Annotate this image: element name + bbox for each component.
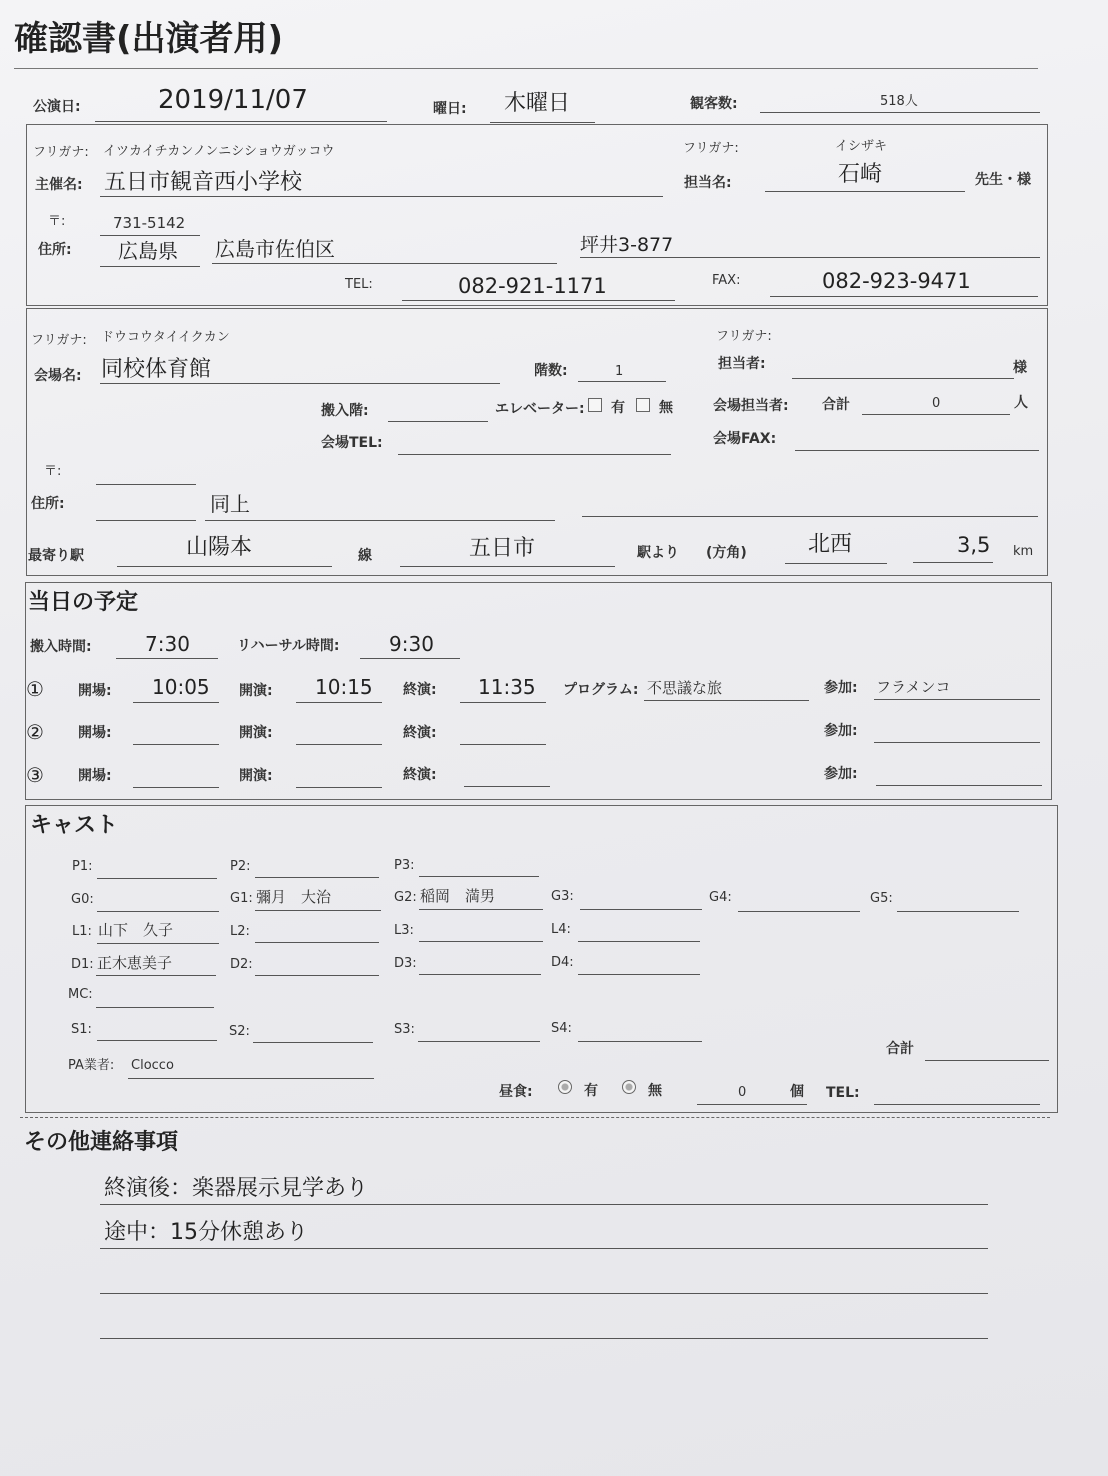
lunch-tel-label: TEL: <box>826 1085 860 1101</box>
weekday-value: 木曜日 <box>504 91 571 116</box>
schedule-row-2-end-underline <box>460 744 546 745</box>
lunch-yes-radio[interactable] <box>558 1080 572 1094</box>
page-title: 確認書(出演者用) <box>14 19 284 59</box>
cast-d4-underline <box>578 974 700 975</box>
lunch-unit: 個 <box>790 1084 804 1100</box>
venue-section <box>26 308 1048 576</box>
fax-underline <box>770 296 1038 297</box>
elevator-yes-label: 有 <box>611 400 625 416</box>
schedule-row-3-open-label: 開場: <box>78 768 112 784</box>
cast-g2-underline <box>419 909 543 910</box>
pa-label: PA業者: <box>68 1058 115 1073</box>
venue-contact-label: 担当者: <box>718 356 766 372</box>
cast-l3-label: L3: <box>394 923 414 938</box>
direction-label: (方角) <box>706 545 747 561</box>
date-label: 公演日: <box>33 99 81 115</box>
elevator-no-label: 無 <box>659 400 673 416</box>
cast-l2-label: L2: <box>230 924 250 939</box>
organizer-street: 坪井3-877 <box>580 234 674 256</box>
organizer-furigana-value: イツカイチカンノンニシショウガッコウ <box>103 144 335 159</box>
audience-underline <box>760 112 1040 113</box>
schedule-row-1-end-label: 終演: <box>403 682 437 698</box>
schedule-row-2-open-underline <box>133 744 219 745</box>
organizer-zip-value: 731-5142 <box>113 214 186 232</box>
cast-d3-underline <box>419 974 541 975</box>
venue-address-underline-3 <box>582 516 1038 517</box>
station-underline <box>400 566 615 567</box>
notes-line-3-underline <box>100 1293 988 1294</box>
schedule-row-1-join: フラメンコ <box>876 678 951 696</box>
cast-l1-value: 山下 久子 <box>98 921 174 939</box>
floors-label: 階数: <box>534 363 568 379</box>
lunch-count-underline <box>697 1104 807 1105</box>
cast-g4-underline <box>738 911 860 912</box>
venue-name-label: 会場名: <box>34 368 82 384</box>
venue-staff-unit: 人 <box>1014 395 1028 411</box>
audience-value: 518人 <box>880 94 918 109</box>
cast-total-underline <box>925 1060 1049 1061</box>
schedule-row-2-num: ② <box>26 720 44 744</box>
street-underline <box>580 257 1040 258</box>
venue-name-underline <box>100 383 500 384</box>
notes-heading: その他連絡事項 <box>24 1130 179 1155</box>
loadin-floor-underline <box>388 421 488 422</box>
venue-address-underline-2 <box>205 520 555 521</box>
elevator-label: エレベーター: <box>495 401 585 417</box>
from-station-label: 駅より <box>637 545 679 561</box>
cast-l2-underline <box>255 942 379 943</box>
lunch-yes-label: 有 <box>584 1083 598 1099</box>
rehearsal-time-underline <box>360 658 460 659</box>
notes-line-1-underline <box>100 1204 988 1205</box>
elevator-no-checkbox[interactable] <box>636 398 650 412</box>
schedule-row-3-end-underline <box>464 786 550 787</box>
contact-furigana-value: イシザキ <box>835 139 888 154</box>
date-value: 2019/11/07 <box>158 85 308 115</box>
venue-fax-underline <box>795 450 1039 451</box>
contact-suffix: 先生・様 <box>975 172 1031 188</box>
cast-s3-underline <box>418 1041 540 1042</box>
date-underline <box>95 121 387 122</box>
cast-total-label: 合計 <box>886 1041 914 1057</box>
cast-d3-label: D3: <box>394 956 417 971</box>
lunch-count: 0 <box>738 1085 747 1100</box>
cast-s2-underline <box>253 1042 373 1043</box>
line-underline <box>117 566 332 567</box>
cast-l4-underline <box>578 941 700 942</box>
venue-staff-label: 会場担当者: <box>713 398 789 414</box>
city-underline <box>212 263 557 264</box>
dashed-separator <box>20 1117 1050 1118</box>
schedule-row-2-start-label: 開演: <box>239 725 273 741</box>
cast-d2-label: D2: <box>230 957 253 972</box>
contact-underline <box>765 191 965 192</box>
schedule-row-3-open-underline <box>133 787 219 788</box>
cast-g1-label: G1: <box>230 891 253 906</box>
cast-g0-label: G0: <box>71 892 94 907</box>
contact-furigana-label: フリガナ: <box>683 141 739 156</box>
cast-d1-underline <box>96 975 216 976</box>
notes-line-1: 終演後：楽器展示見学あり <box>104 1176 369 1201</box>
cast-p1-label: P1: <box>72 859 93 874</box>
lunch-tel-underline <box>874 1104 1040 1105</box>
venue-staff-total-value: 0 <box>932 396 941 411</box>
loadin-time-value: 7:30 <box>145 632 190 656</box>
organizer-zip-label: 〒: <box>48 214 66 229</box>
weekday-underline <box>490 122 595 123</box>
pa-value: Clocco <box>131 1058 174 1073</box>
schedule-row-1-open-underline <box>133 702 219 703</box>
schedule-heading: 当日の予定 <box>28 590 139 615</box>
schedule-row-3-join-label: 参加: <box>824 766 858 782</box>
audience-label: 観客数: <box>690 96 738 112</box>
title-rule <box>14 68 1038 69</box>
schedule-row-1-end: 11:35 <box>478 675 536 699</box>
elevator-yes-checkbox[interactable] <box>588 398 602 412</box>
line-value: 山陽本 <box>186 535 253 560</box>
distance-underline <box>913 562 993 563</box>
lunch-no-radio[interactable] <box>622 1080 636 1094</box>
direction-value: 北西 <box>808 532 853 557</box>
contact-value: 石崎 <box>838 162 883 187</box>
notes-line-2-underline <box>100 1248 988 1249</box>
cast-s1-underline <box>97 1040 217 1041</box>
schedule-row-2-start-underline <box>296 744 382 745</box>
cast-g1-value: 彌月 大治 <box>256 888 332 906</box>
cast-d1-label: D1: <box>71 957 94 972</box>
tel-underline <box>402 300 675 301</box>
organizer-address-label: 住所: <box>38 242 72 258</box>
cast-mc-underline <box>96 1007 214 1008</box>
schedule-row-1-start-underline <box>296 702 382 703</box>
cast-l1-underline <box>97 943 219 944</box>
venue-furigana-label: フリガナ: <box>31 333 87 348</box>
venue-contact-suffix: 様 <box>1013 360 1027 376</box>
contact-label: 担当名: <box>684 175 732 191</box>
schedule-row-2-end-label: 終演: <box>403 725 437 741</box>
schedule-row-1-open: 10:05 <box>152 675 210 699</box>
cast-g2-label: G2: <box>394 890 417 905</box>
cast-p2-label: P2: <box>230 859 251 874</box>
cast-section <box>25 805 1058 1113</box>
cast-s4-label: S4: <box>551 1021 572 1036</box>
venue-zip-underline <box>96 484 196 485</box>
lunch-label: 昼食: <box>499 1084 533 1100</box>
notes-line-4-underline <box>100 1338 988 1339</box>
organizer-prefecture: 広島県 <box>118 239 178 263</box>
cast-g1-underline <box>255 910 381 911</box>
organizer-fax-value: 082-923-9471 <box>822 269 971 293</box>
loadin-floor-label: 搬入階: <box>321 403 369 419</box>
venue-address-value: 同上 <box>210 492 250 516</box>
cast-g2-value: 稲岡 満男 <box>420 887 496 905</box>
organizer-zip-underline <box>100 235 200 236</box>
cast-g0-underline <box>97 911 219 912</box>
floors-underline <box>578 381 666 382</box>
cast-heading: キャスト <box>30 813 119 838</box>
cast-p3-underline <box>419 876 539 877</box>
schedule-row-1-join-label: 参加: <box>824 680 858 696</box>
schedule-row-3-join-underline <box>876 785 1042 786</box>
program-label: プログラム: <box>563 682 639 698</box>
pa-underline <box>128 1078 374 1079</box>
cast-g5-underline <box>897 911 1019 912</box>
cast-s4-underline <box>578 1041 702 1042</box>
organizer-tel-value: 082-921-1171 <box>458 274 607 298</box>
rehearsal-time-value: 9:30 <box>389 632 434 656</box>
venue-staff-total-label: 合計 <box>822 397 850 413</box>
schedule-row-2-open-label: 開場: <box>78 725 112 741</box>
venue-zip-label: 〒: <box>44 464 62 479</box>
lunch-no-label: 無 <box>648 1083 662 1099</box>
weekday-label: 曜日: <box>433 101 467 117</box>
cast-d2-underline <box>255 975 379 976</box>
distance-value: 3,5 <box>957 533 991 557</box>
venue-tel-label: 会場TEL: <box>321 435 383 451</box>
cast-l1-label: L1: <box>72 924 92 939</box>
venue-tel-underline <box>398 454 671 455</box>
distance-unit: km <box>1013 544 1034 559</box>
schedule-row-3-num: ③ <box>26 763 44 787</box>
schedule-row-1-start: 10:15 <box>315 675 373 699</box>
schedule-row-1-open-label: 開場: <box>78 683 112 699</box>
cast-s3-label: S3: <box>394 1022 415 1037</box>
organizer-fax-label: FAX: <box>712 273 741 288</box>
venue-address-underline-1 <box>96 520 196 521</box>
schedule-row-1-num: ① <box>26 677 44 701</box>
schedule-row-1-end-underline <box>460 702 546 703</box>
cast-d4-label: D4: <box>551 955 574 970</box>
cast-g4-label: G4: <box>709 890 732 905</box>
organizer-name-value: 五日市観音西小学校 <box>104 170 303 195</box>
schedule-row-2-join-underline <box>874 742 1040 743</box>
organizer-city: 広島市佐伯区 <box>215 237 335 261</box>
venue-furigana-value: ドウコウタイイクカン <box>101 330 230 345</box>
station-label: 最寄り駅 <box>28 548 84 564</box>
schedule-row-1-join-underline <box>874 699 1040 700</box>
cast-g3-label: G3: <box>551 889 574 904</box>
venue-contact-furigana-label: フリガナ: <box>716 329 772 344</box>
station-value: 五日市 <box>469 536 536 561</box>
cast-p1-underline <box>97 878 217 879</box>
floors-value: 1 <box>615 364 624 379</box>
program-underline <box>644 700 809 701</box>
cast-g5-label: G5: <box>870 891 893 906</box>
schedule-row-1-program: 不思議な旅 <box>647 679 723 697</box>
cast-l3-underline <box>419 941 543 942</box>
prefecture-underline <box>100 266 200 267</box>
venue-address-label: 住所: <box>31 496 65 512</box>
venue-contact-underline <box>792 378 1014 379</box>
organizer-furigana-label: フリガナ: <box>33 145 89 160</box>
loadin-time-underline <box>116 658 218 659</box>
rehearsal-time-label: リハーサル時間: <box>237 638 340 654</box>
notes-line-2: 途中：15分休憩あり <box>104 1220 308 1245</box>
cast-p2-underline <box>255 877 379 878</box>
cast-g3-underline <box>580 909 702 910</box>
cast-s1-label: S1: <box>71 1022 92 1037</box>
organizer-name-label: 主催名: <box>35 177 83 193</box>
schedule-row-3-end-label: 終演: <box>403 767 437 783</box>
organizer-name-underline <box>100 196 663 197</box>
cast-s2-label: S2: <box>229 1024 250 1039</box>
venue-name-value: 同校体育館 <box>101 357 212 382</box>
schedule-row-3-start-underline <box>296 787 382 788</box>
schedule-row-1-start-label: 開演: <box>239 683 273 699</box>
organizer-tel-label: TEL: <box>345 277 373 292</box>
cast-d1-value: 正木恵美子 <box>97 954 173 972</box>
venue-fax-label: 会場FAX: <box>713 431 777 447</box>
direction-underline <box>785 563 887 564</box>
cast-mc-label: MC: <box>68 987 93 1002</box>
cast-l4-label: L4: <box>551 922 571 937</box>
venue-staff-underline <box>862 414 1010 415</box>
loadin-time-label: 搬入時間: <box>30 639 92 655</box>
line-label: 線 <box>358 548 372 564</box>
cast-p3-label: P3: <box>394 858 415 873</box>
schedule-row-3-start-label: 開演: <box>239 768 273 784</box>
schedule-row-2-join-label: 参加: <box>824 723 858 739</box>
